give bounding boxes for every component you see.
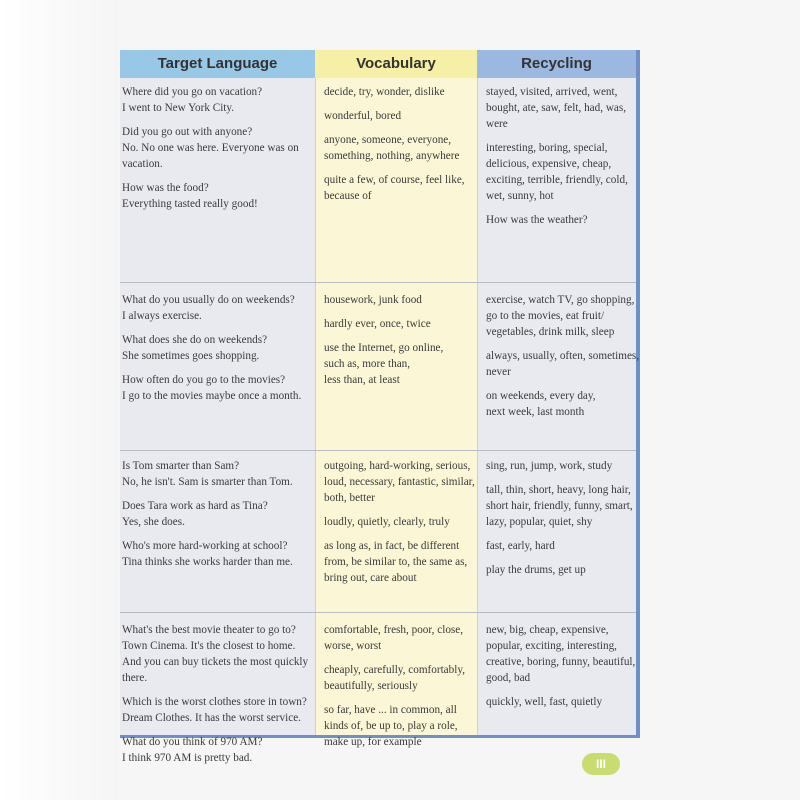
cell-line: I go to the movies maybe once a month. [122,390,302,402]
cell-line: because of [324,190,372,202]
cell-line: so far, have ... in common, all [324,704,457,716]
cell-line: such as, more than, [324,358,411,370]
target-language-cell [122,84,312,220]
cell-paragraph [324,458,474,506]
cell-paragraph [122,292,312,324]
cell-paragraph [324,514,474,530]
cell-paragraph [486,348,640,380]
cell-line: from, be similar to, the same as, [324,556,468,568]
vocabulary-cell [324,622,474,758]
cell-line: go to the movies, eat fruit/ [486,310,605,322]
cell-paragraph [486,458,634,474]
cell-paragraph [122,84,312,116]
cell-line: I always exercise. [122,310,202,322]
row-divider [120,612,636,613]
cell-line: popular, exciting, interesting, [486,640,617,652]
cell-line: there. [122,672,148,684]
cell-paragraph [122,622,312,686]
cell-paragraph [324,538,474,586]
cell-line: Everything tasted really good! [122,198,258,210]
target-language-header: Target Language [120,50,315,78]
cell-line: loud, necessary, fantastic, similar, [324,476,475,488]
vocabulary-cell [324,458,474,594]
cell-line: never [486,366,511,378]
cell-paragraph [486,482,634,530]
cell-line: Did you go out with anyone? [122,126,253,138]
cell-line: Dream Clothes. It has the worst service. [122,712,301,724]
recycling-header: Recycling [477,50,636,78]
cell-line: How often do you go to the movies? [122,374,286,386]
cell-paragraph [122,180,312,212]
cell-paragraph [324,172,474,204]
cell-line: Where did you go on vacation? [122,86,263,98]
cell-line: Is Tom smarter than Sam? [122,460,240,472]
vocabulary-cell [324,292,474,396]
cell-line: She sometimes goes shopping. [122,350,260,362]
cell-line: Does Tara work as hard as Tina? [122,500,268,512]
cell-line: bought, ate, saw, felt, had, was, [486,102,627,114]
cell-line: Who's more hard-working at school? [122,540,288,552]
cell-paragraph [486,538,634,554]
cell-paragraph [486,140,634,204]
cell-line: Tina thinks she works harder than me. [122,556,293,568]
cell-line: Town Cinema. It's the closest to home. [122,640,296,652]
cell-line: quite a few, of course, feel like, [324,174,465,186]
cell-line: interesting, boring, special, [486,142,608,154]
cell-paragraph [486,622,634,686]
cell-line: use the Internet, go online, [324,342,444,354]
cell-paragraph [486,212,634,228]
page-gutter [0,0,118,800]
cell-line: Yes, she does. [122,516,185,528]
cell-line: I think 970 AM is pretty bad. [122,752,253,764]
recycling-cell [486,84,634,236]
cell-line: What's the best movie theater to go to? [122,624,296,636]
cell-line: were [486,118,508,130]
cell-line: No. No one was here. Everyone was on [122,142,299,154]
cell-line: lazy, popular, quiet, shy [486,516,593,528]
cell-line: housework, junk food [324,294,422,306]
cell-line: How was the weather? [486,214,588,226]
cell-line: delicious, expensive, cheap, [486,158,612,170]
cell-line: What do you think of 970 AM? [122,736,263,748]
cell-paragraph [324,132,474,164]
cell-line: I went to New York City. [122,102,235,114]
cell-line: stayed, visited, arrived, went, [486,86,618,98]
cell-paragraph [122,332,312,364]
cell-paragraph [324,108,474,124]
cell-paragraph [324,662,474,694]
cell-line: wonderful, bored [324,110,402,122]
recycling-cell [486,458,634,586]
cell-paragraph [486,694,634,710]
cell-line: beautifully, seriously [324,680,418,692]
cell-paragraph [486,84,634,132]
cell-line: vegetables, drink milk, sleep [486,326,615,338]
cell-paragraph [486,388,634,420]
cell-line: good, bad [486,672,531,684]
cell-paragraph [486,292,634,340]
cell-line: creative, boring, funny, beautiful, [486,656,636,668]
cell-line: fast, early, hard [486,540,555,552]
cell-line: outgoing, hard-working, serious, [324,460,471,472]
cell-line: make up, for example [324,736,422,748]
cell-line: How was the food? [122,182,209,194]
cell-paragraph [324,702,474,750]
cell-line: loudly, quietly, clearly, truly [324,516,450,528]
vocabulary-header: Vocabulary [315,50,477,78]
page-number-badge: III [582,753,620,775]
cell-paragraph [324,316,474,332]
recycling-cell [486,622,634,718]
cell-paragraph [122,372,312,404]
cell-line: comfortable, fresh, poor, close, [324,624,464,636]
cell-paragraph [122,694,312,726]
cell-line: No, he isn't. Sam is smarter than Tom. [122,476,293,488]
cell-line: kinds of, be up to, play a role, [324,720,458,732]
cell-paragraph [486,562,634,578]
cell-paragraph [122,498,312,530]
cell-paragraph [324,292,474,308]
cell-line: worse, worst [324,640,382,652]
cell-line: wet, sunny, hot [486,190,554,202]
cell-line: hardly ever, once, twice [324,318,431,330]
cell-line: tall, thin, short, heavy, long hair, [486,484,631,496]
cell-line: exercise, watch TV, go shopping, [486,294,635,306]
cell-line: anyone, someone, everyone, [324,134,452,146]
cell-line: exciting, terrible, friendly, cold, [486,174,628,186]
cell-line: And you can buy tickets the most quickly [122,656,309,668]
cell-line: something, nothing, anywhere [324,150,460,162]
target-language-cell [122,458,312,578]
cell-line: new, big, cheap, expensive, [486,624,609,636]
cell-line: sing, run, jump, work, study [486,460,613,472]
target-language-cell [122,292,312,412]
cell-paragraph [324,84,474,100]
cell-line: What does she do on weekends? [122,334,268,346]
cell-paragraph [122,734,312,766]
cell-line: on weekends, every day, [486,390,596,402]
cell-line: short hair, friendly, funny, smart, [486,500,633,512]
recycling-cell [486,292,640,428]
cell-paragraph [324,622,474,654]
cell-line: as long as, in fact, be different [324,540,460,552]
cell-line: always, usually, often, sometimes, [486,350,640,362]
cell-line: play the drums, get up [486,564,586,576]
cell-line: decide, try, wonder, dislike [324,86,445,98]
target-language-cell [122,622,312,774]
row-divider [120,450,636,451]
cell-line: Which is the worst clothes store in town? [122,696,307,708]
cell-line: less than, at least [324,374,400,386]
cell-paragraph [122,458,312,490]
vocabulary-cell [324,84,474,212]
row-divider [120,282,636,283]
cell-line: cheaply, carefully, comfortably, [324,664,466,676]
cell-line: both, better [324,492,375,504]
cell-paragraph [122,124,312,172]
cell-paragraph [324,340,474,388]
cell-line: next week, last month [486,406,585,418]
cell-line: What do you usually do on weekends? [122,294,295,306]
cell-paragraph [122,538,312,570]
cell-line: quickly, well, fast, quietly [486,696,603,708]
cell-line: vacation. [122,158,163,170]
cell-line: bring out, care about [324,572,417,584]
